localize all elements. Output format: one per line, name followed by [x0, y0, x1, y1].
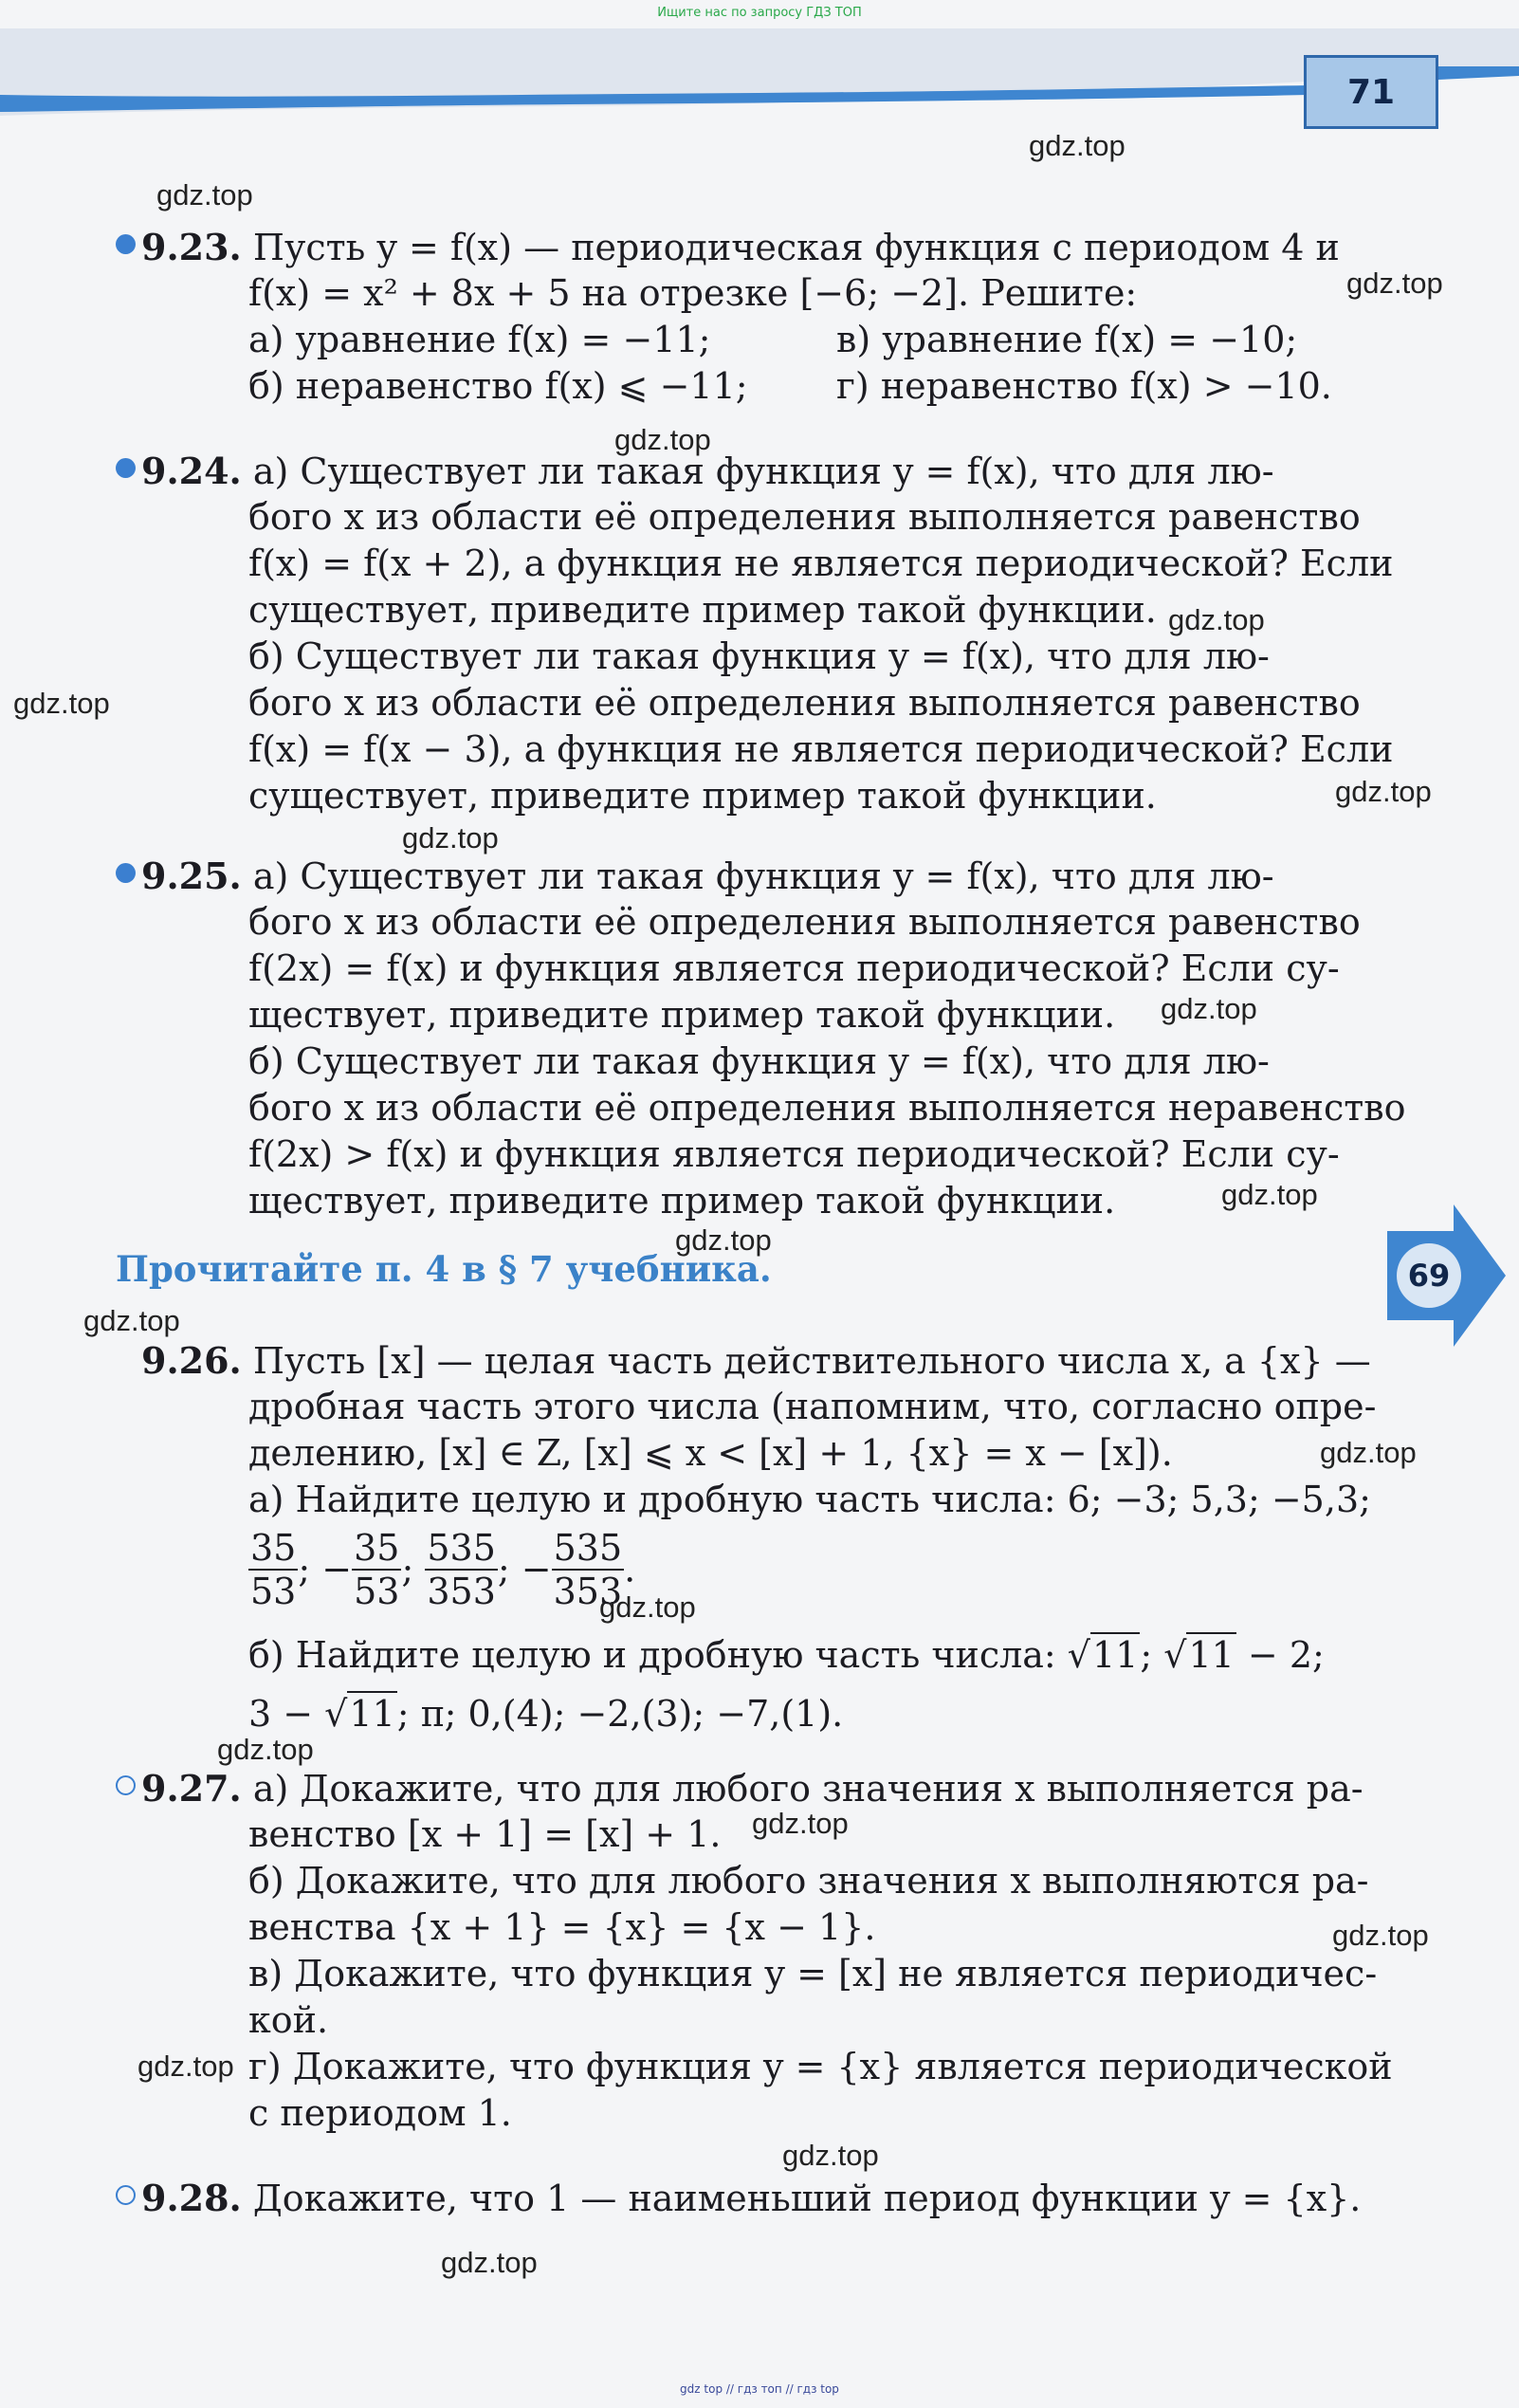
- top-note: Ищите нас по запросу ГДЗ ТОП: [657, 6, 862, 20]
- exercise-number: 9.28.: [141, 2177, 242, 2219]
- text-line: f(x) = f(x − 3), а функция не является периодической? Если: [248, 728, 1394, 770]
- item-v: в) уравнение f(x) = −10;: [836, 319, 1298, 360]
- watermark: gdz.top: [675, 1223, 772, 1257]
- denominator: 53: [354, 1571, 400, 1612]
- watermark: gdz.top: [1332, 1919, 1429, 1952]
- text-line: Пусть y = f(x) — периодическая функция с периодом 4 и: [252, 227, 1340, 268]
- watermark: gdz.top: [752, 1807, 849, 1840]
- watermark: gdz.top: [1320, 1436, 1417, 1469]
- text-line: а) Докажите, что для любого значения x выполняется ра-: [252, 1768, 1363, 1810]
- text-line: б) Докажите, что для любого значения x выполняются ра-: [248, 1860, 1369, 1902]
- numerator: 35: [354, 1527, 400, 1569]
- exercise-9-26: [116, 1337, 1386, 1743]
- text-part: б) Найдите целую и дробную часть числа: √: [248, 1634, 1091, 1676]
- item-b: б) неравенство f(x) ⩽ −11;: [248, 365, 748, 407]
- text-line: ществует, приведите пример такой функции.: [248, 1180, 1116, 1222]
- text-part: ; π; 0,(4); −2,(3); −7,(1).: [396, 1693, 844, 1735]
- exercise-9-24: [116, 448, 1394, 819]
- text-line: бого x из области её определения выполняется равенство: [248, 682, 1361, 724]
- watermark: gdz.top: [1346, 267, 1443, 300]
- level-dot-icon: [116, 234, 136, 254]
- text-part: 3 − √: [248, 1693, 348, 1735]
- text-line: в) Докажите, что функция y = [x] не является периодичес-: [248, 1953, 1378, 1994]
- level-dot-icon: [116, 863, 136, 883]
- exercise-number: 9.27.: [141, 1767, 242, 1810]
- exercise-9-25: [116, 853, 1406, 1224]
- watermark: gdz.top: [1221, 1178, 1318, 1211]
- bottom-note: gdz top // гдз топ // гдз top: [680, 2382, 839, 2396]
- exercise-9-27: [116, 1765, 1393, 2137]
- level-dot-icon: [116, 458, 136, 478]
- denominator: 53: [250, 1571, 297, 1612]
- item-g: г) неравенство f(x) > −10.: [836, 365, 1332, 407]
- exercise-9-23: [116, 224, 1386, 410]
- text-line: с периодом 1.: [248, 2092, 512, 2134]
- text-line: Докажите, что 1 — наименьший период функции y = {x}.: [252, 2178, 1362, 2219]
- text-line: кой.: [248, 1999, 329, 2041]
- text-line: бого x из области её определения выполняется равенство: [248, 901, 1361, 943]
- text-line: существует, приведите пример такой функции.: [248, 775, 1157, 817]
- level-ring-icon: [116, 1775, 136, 1795]
- item-a: а) уравнение f(x) = −11;: [248, 319, 711, 360]
- fraction: [425, 1527, 498, 1612]
- watermark: gdz.top: [1161, 992, 1257, 1025]
- text-part: − 2;: [1235, 1634, 1325, 1676]
- text-part: ; √: [1140, 1634, 1187, 1676]
- watermark: gdz.top: [156, 178, 253, 211]
- text-line: ществует, приведите пример такой функции.: [248, 994, 1116, 1036]
- fractions-line: $\frac{35}{53}$ ; − $\frac{35}{53}$ ; $\frac{535}{353}$ ; − $\frac{535}{353}$ .: [250, 1527, 636, 1612]
- text-line: а) Найдите целую и дробную часть числа: 6; −3; 5,3; −5,3;: [248, 1479, 1371, 1520]
- text-line: венство [x + 1] = [x] + 1.: [248, 1813, 722, 1855]
- text-line: б) Существует ли такая функция y = f(x), что для лю-: [248, 1040, 1270, 1082]
- text-line: f(x) = x² + 8x + 5 на отрезке [−6; −2]. Решите:: [248, 272, 1138, 314]
- text-line: г) Докажите, что функция y = {x} является периодической: [248, 2046, 1393, 2087]
- watermark: gdz.top: [83, 1304, 180, 1337]
- text-line: Пусть [x] — целая часть действительного числа x, а {x} —: [252, 1340, 1371, 1382]
- text-line: дробная часть этого числа (напомним, что, согласно опре-: [248, 1386, 1377, 1427]
- watermark: gdz.top: [614, 423, 711, 456]
- watermark: gdz.top: [1335, 775, 1432, 808]
- page-ref-number: 69: [1407, 1258, 1451, 1294]
- exercise-number: 9.24.: [141, 450, 242, 492]
- watermark: gdz.top: [782, 2139, 879, 2172]
- watermark: gdz.top: [1168, 603, 1265, 636]
- read-note: Прочитайте п. 4 в § 7 учебника.: [116, 1248, 772, 1290]
- level-ring-icon: [116, 2185, 136, 2205]
- watermark: gdz.top: [599, 1590, 696, 1624]
- fraction: [352, 1527, 401, 1612]
- numerator: 535: [553, 1527, 623, 1569]
- header-band: [0, 0, 1519, 142]
- text-line: f(2x) = f(x) и функция является периодической? Если су-: [248, 947, 1340, 989]
- numerator: 35: [250, 1527, 297, 1569]
- text-line: а) Существует ли такая функция y = f(x), что для лю-: [252, 450, 1274, 492]
- page-number: 71: [1304, 55, 1438, 129]
- watermark: gdz.top: [402, 821, 499, 855]
- exercise-number: 9.26.: [141, 1339, 242, 1382]
- text-line: [116, 1684, 1386, 1743]
- exercise-9-28: [116, 2175, 1386, 2221]
- denominator: 353: [427, 1571, 496, 1612]
- watermark: gdz.top: [1029, 129, 1126, 162]
- watermark: gdz.top: [441, 2246, 538, 2279]
- radicand: 11: [1188, 1634, 1235, 1676]
- text-line: бого x из области её определения выполняется равенство: [248, 496, 1361, 538]
- watermark: gdz.top: [217, 1733, 314, 1766]
- exercise-number: 9.25.: [141, 855, 242, 897]
- text-line: [116, 1626, 1386, 1684]
- radicand: 11: [349, 1693, 395, 1735]
- text-line: б) Существует ли такая функция y = f(x), что для лю-: [248, 635, 1270, 677]
- fraction: [552, 1527, 625, 1612]
- text-line: делению, [x] ∈ Z, [x] ⩽ x < [x] + 1, {x} = x − [x]).: [248, 1432, 1173, 1474]
- fraction: [248, 1527, 298, 1612]
- text-line: бого x из области её определения выполняется неравенство: [248, 1087, 1406, 1129]
- watermark: gdz.top: [137, 2050, 234, 2083]
- text-line: f(2x) > f(x) и функция является периодической? Если су-: [248, 1133, 1340, 1175]
- watermark: gdz.top: [13, 687, 110, 720]
- denominator: 353: [553, 1571, 623, 1612]
- text-line: существует, приведите пример такой функции.: [248, 589, 1157, 631]
- text-line: а) Существует ли такая функция y = f(x), что для лю-: [252, 855, 1274, 897]
- radicand: 11: [1092, 1634, 1139, 1676]
- text-line: венства {x + 1} = {x} = {x − 1}.: [248, 1906, 876, 1948]
- numerator: 535: [427, 1527, 496, 1569]
- exercise-number: 9.23.: [141, 226, 242, 268]
- text-line: f(x) = f(x + 2), а функция не является периодической? Если: [248, 542, 1394, 584]
